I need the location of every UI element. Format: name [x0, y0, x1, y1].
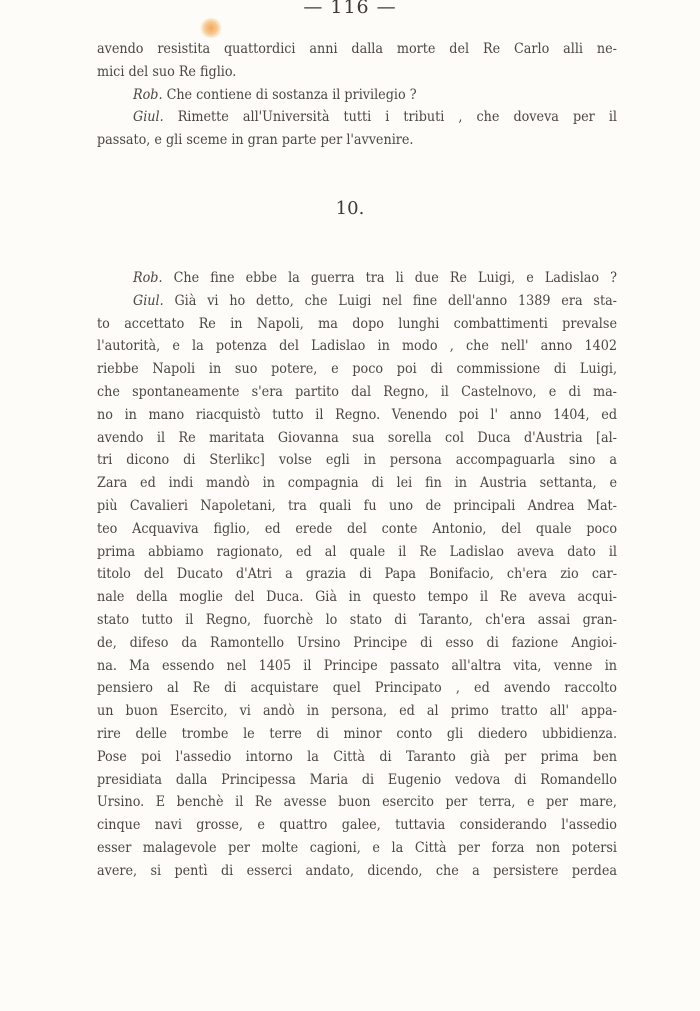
question-line — [97, 267, 617, 290]
text-line: avere, si pentì di esserci andato, dicendo, che a persistere perdea — [97, 862, 617, 879]
text-line: esser malagevole per molte cagioni, e la Città per forza non potersi — [97, 839, 617, 856]
text-line: cinque navi grosse, e quattro galee, tuttavia considerando l'assedio — [97, 817, 617, 834]
top-paragraph — [97, 38, 617, 152]
text-line: un buon Esercito, vi andò in persona, ed al primo tratto all' appa- — [97, 703, 617, 720]
text-line: riebbe Napoli in suo potere, e poco poi di commissione di Luigi, — [97, 361, 617, 378]
text-line: nale della moglie del Duca. Già in questo tempo il Re aveva acqui- — [97, 589, 617, 606]
text-line: avendo il Re maritata Giovanna sua sorella col Duca d'Austria [al- — [97, 429, 617, 446]
text-line: più Cavalieri Napoletani, tra quali fu uno de principali Andrea Mat- — [97, 497, 617, 514]
text-line: Ursino. E benchè il Re avesse buon esercito per terra, e per mare, — [97, 794, 617, 811]
answer-body — [97, 313, 617, 883]
text-line: no in mano riacquistò tutto il Regno. Venendo poi l' anno 1404, ed — [97, 406, 617, 423]
text-line: titolo del Ducato d'Atri a grazia di Papa Bonifacio, ch'era zio car- — [97, 566, 617, 583]
speaker-label: Giul. — [133, 292, 164, 309]
text-line: stato tutto il Regno, fuorchè lo stato di Taranto, ch'era assai gran- — [97, 611, 617, 628]
text-line: de, difeso da Ramontello Ursino Principe di esso di fazione Angioi- — [97, 634, 617, 651]
text-line: pensiero al Re di acquistare quel Principato , ed avendo raccolto — [97, 680, 617, 697]
text-line: tri dicono di Sterlikc] volse egli in persona accompaguarla sino a — [97, 452, 617, 469]
dialogue-line — [97, 106, 617, 129]
dialogue-text: Che contiene di sostanza il privilegio ? — [162, 86, 417, 103]
dialogue-text: Rimette all'Università tutti i tributi , che doveva per il — [163, 109, 617, 126]
text-line: na. Ma essendo nel 1405 il Principe passato all'altra vita, venne in — [97, 657, 617, 674]
text-line: presidiata dalla Principessa Maria di Eugenio vedova di Romandello — [97, 771, 617, 788]
dialogue-line — [97, 84, 617, 107]
text-line: Pose poi l'assedio intorno la Città di Taranto già per prima ben — [97, 748, 617, 765]
text-line: Zara ed indi mandò in compagnia di lei fin in Austria settanta, e — [97, 475, 617, 492]
text-line: che spontaneamente s'era partito dal Regno, il Castelnovo, e di ma- — [97, 383, 617, 400]
text-line: mici del suo Re figlio. — [97, 63, 237, 80]
page-number: — 116 — — [303, 0, 397, 18]
text-line: teo Acquaviva figlio, ed erede del conte Antonio, del quale poco — [97, 520, 617, 537]
answer-first-line — [97, 290, 617, 313]
speaker-label: Rob. — [133, 270, 163, 286]
text-line: passato, e gli sceme in gran parte per l'avvenire. — [97, 132, 414, 149]
dialogue-text: Già vi ho detto, che Luigi nel fine dell'anno 1389 era sta- — [163, 292, 617, 309]
text-line: to accettato Re in Napoli, ma dopo lunghi combattimenti prevalse — [97, 315, 617, 332]
speaker-label: Giul. — [133, 109, 164, 126]
speaker-label: Rob. — [133, 86, 163, 103]
text-line: prima abbiamo ragionato, ed al quale il Re Ladislao aveva dato il — [97, 543, 617, 560]
text-line: l'autorità, e la potenza del Ladislao in modo , che nell' anno 1402 — [97, 338, 617, 355]
paper-stain — [200, 18, 222, 38]
text-line: rire delle trombe le terre di minor conto gli diedero ubbidienza. — [97, 725, 617, 742]
section-number: 10. — [335, 198, 365, 219]
text-line: avendo resistita quattordici anni dalla morte del Re Carlo alli ne- — [97, 41, 617, 57]
main-paragraph — [97, 267, 617, 883]
dialogue-text: Che fine ebbe la guerra tra li due Re Luigi, e Ladislao ? — [162, 270, 617, 286]
